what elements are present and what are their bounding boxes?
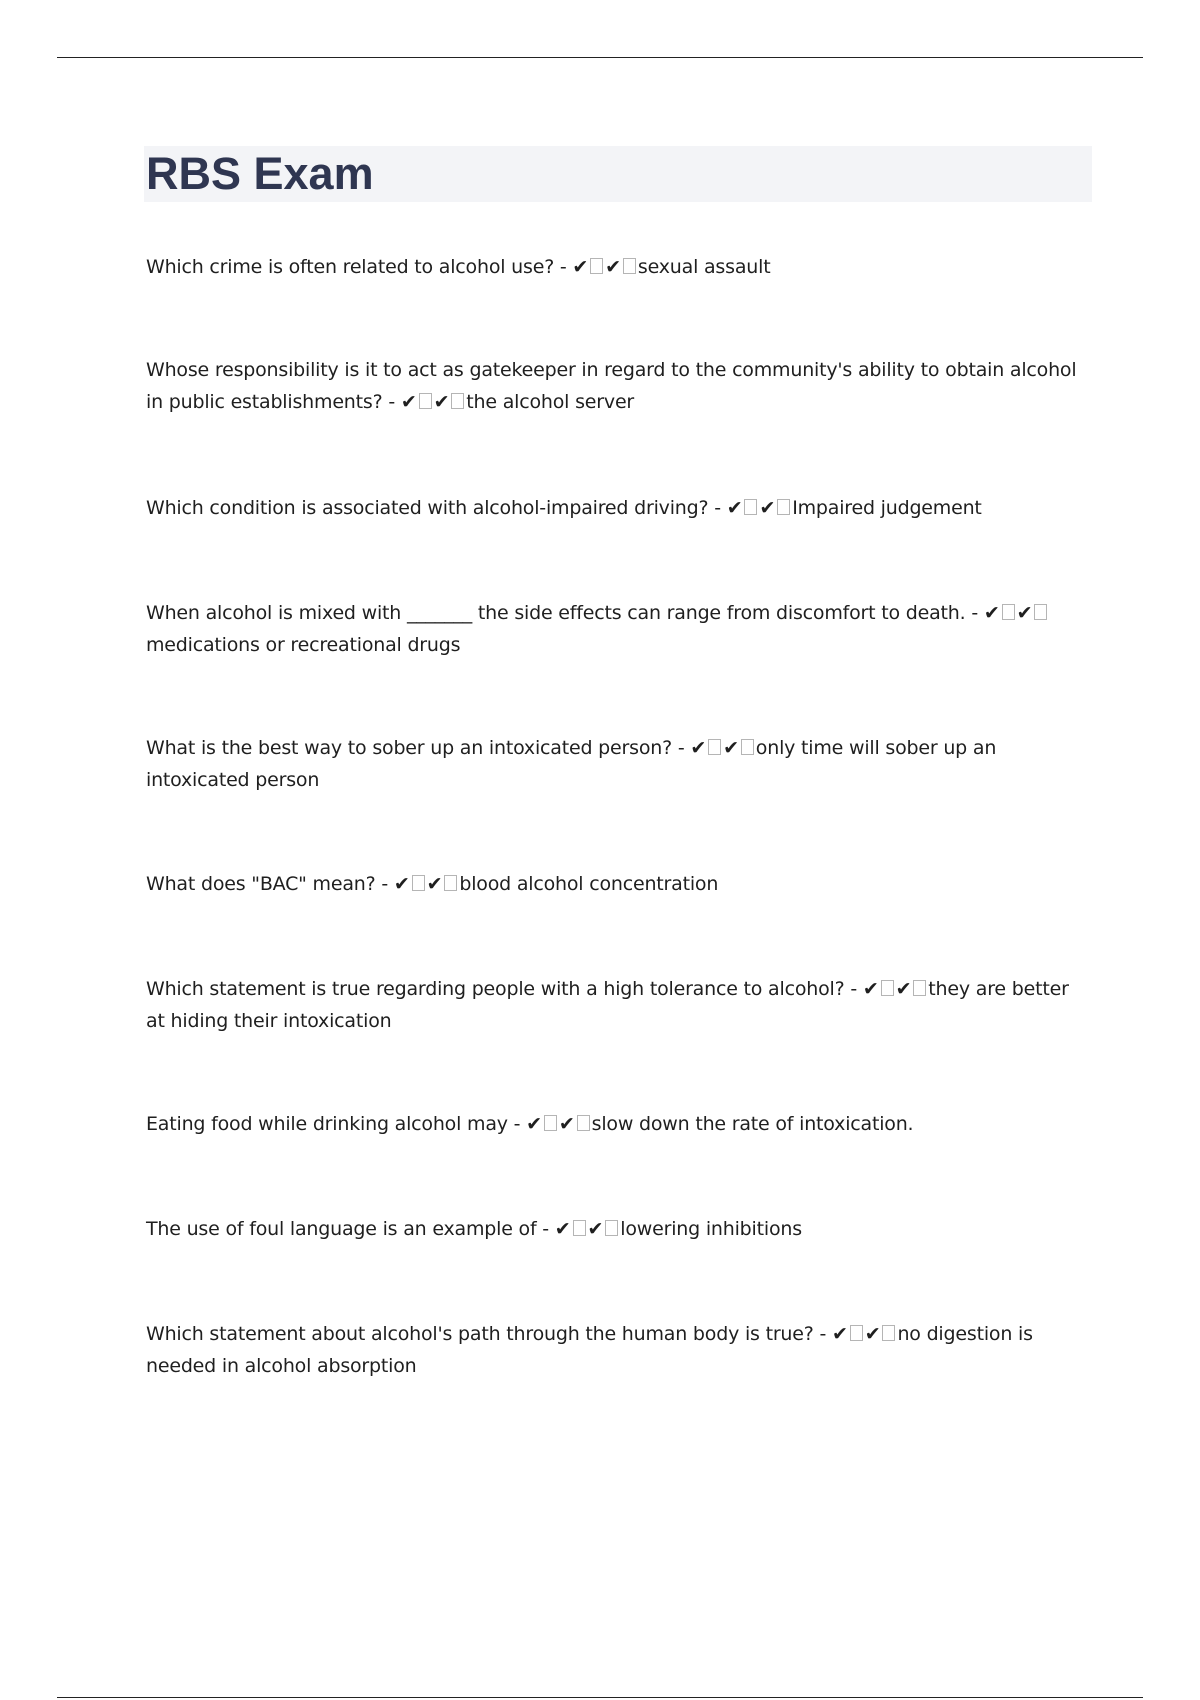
empty-box-icon	[881, 980, 894, 996]
qa-item	[146, 1108, 1092, 1140]
answer-text: only time will sober up an intoxicated person	[146, 737, 997, 791]
empty-box-icon	[412, 875, 425, 891]
check-icon: ✔	[393, 873, 410, 895]
question-text: Whose responsibility is it to act as gatekeeper in regard to the community's ability to obtain alcohol in public establishments?	[146, 359, 1077, 413]
question-text: Which crime is often related to alcohol use?	[146, 256, 555, 278]
separator: -	[554, 256, 573, 278]
check-icon: ✔	[862, 978, 879, 1000]
check-icon: ✔	[723, 737, 739, 759]
answer-text: they are better at hiding their intoxication	[146, 978, 1069, 1032]
empty-box-icon	[544, 1115, 557, 1131]
separator: -	[965, 602, 984, 624]
check-icon: ✔	[759, 497, 776, 519]
empty-box-icon	[882, 1325, 895, 1341]
empty-box-icon	[573, 1220, 586, 1236]
answer-text: the alcohol server	[466, 391, 635, 413]
qa-item	[146, 732, 1092, 796]
separator: -	[536, 1218, 555, 1240]
question-text: Which condition is associated with alcohol-impaired driving?	[146, 497, 709, 519]
check-icon: ✔	[895, 978, 912, 1000]
answer-text: Impaired judgement	[792, 497, 982, 519]
check-icon: ✔	[558, 1113, 575, 1135]
empty-box-icon	[451, 393, 464, 409]
check-icon: ✔	[832, 1323, 848, 1345]
empty-box-icon	[744, 499, 757, 515]
check-icon: ✔	[605, 256, 621, 278]
top-rule	[57, 57, 1143, 58]
empty-box-icon	[605, 1220, 618, 1236]
qa-item	[146, 1318, 1092, 1382]
question-text: When alcohol is mixed with _______ the side effects can range from discomfort to death.	[146, 602, 966, 624]
empty-box-icon	[1034, 604, 1047, 620]
page-title: RBS Exam	[146, 148, 374, 199]
qa-item	[146, 492, 1092, 524]
question-text: What does "BAC" mean?	[146, 873, 376, 895]
qa-item	[146, 251, 1092, 283]
empty-box-icon	[741, 739, 754, 755]
qa-item	[146, 597, 1092, 661]
check-icon: ✔	[554, 1218, 571, 1240]
empty-box-icon	[1002, 604, 1015, 620]
separator: -	[671, 737, 691, 759]
check-icon: ✔	[433, 391, 450, 413]
question-text: Eating food while drinking alcohol may	[146, 1113, 508, 1135]
empty-box-icon	[708, 739, 721, 755]
separator: -	[375, 873, 394, 895]
answer-text: slow down the rate of intoxication.	[591, 1113, 914, 1135]
check-icon: ✔	[572, 256, 589, 278]
separator: -	[708, 497, 727, 519]
answer-text: lowering inhibitions	[620, 1218, 802, 1240]
check-icon: ✔	[1016, 602, 1033, 624]
check-icon: ✔	[864, 1323, 881, 1345]
answer-text: medications or recreational drugs	[146, 634, 461, 656]
bottom-rule	[57, 1697, 1143, 1698]
separator: -	[813, 1323, 832, 1345]
qa-item	[146, 354, 1092, 418]
qa-item	[146, 973, 1092, 1037]
qa-item	[146, 1213, 1092, 1245]
check-icon: ✔	[587, 1218, 604, 1240]
separator: -	[382, 391, 401, 413]
check-icon: ✔	[983, 602, 1000, 624]
separator: -	[507, 1113, 527, 1135]
question-text: What is the best way to sober up an intoxicated person?	[146, 737, 672, 759]
separator: -	[844, 978, 863, 1000]
check-icon: ✔	[726, 497, 743, 519]
answer-text: no digestion is needed in alcohol absorption	[146, 1323, 1033, 1377]
question-text: The use of foul language is an example of	[146, 1218, 537, 1240]
empty-box-icon	[623, 258, 636, 274]
question-text: Which statement is true regarding people with a high tolerance to alcohol?	[146, 978, 845, 1000]
empty-box-icon	[850, 1325, 863, 1341]
empty-box-icon	[913, 980, 926, 996]
check-icon: ✔	[400, 391, 417, 413]
empty-box-icon	[777, 499, 790, 515]
answer-text: blood alcohol concentration	[459, 873, 719, 895]
check-icon: ✔	[426, 873, 443, 895]
question-text: Which statement about alcohol's path through the human body is true?	[146, 1323, 814, 1345]
empty-box-icon	[590, 258, 603, 274]
empty-box-icon	[419, 393, 432, 409]
empty-box-icon	[444, 875, 457, 891]
empty-box-icon	[577, 1115, 590, 1131]
qa-item	[146, 868, 1092, 900]
check-icon: ✔	[690, 737, 707, 759]
check-icon: ✔	[526, 1113, 542, 1135]
answer-text: sexual assault	[637, 256, 771, 278]
